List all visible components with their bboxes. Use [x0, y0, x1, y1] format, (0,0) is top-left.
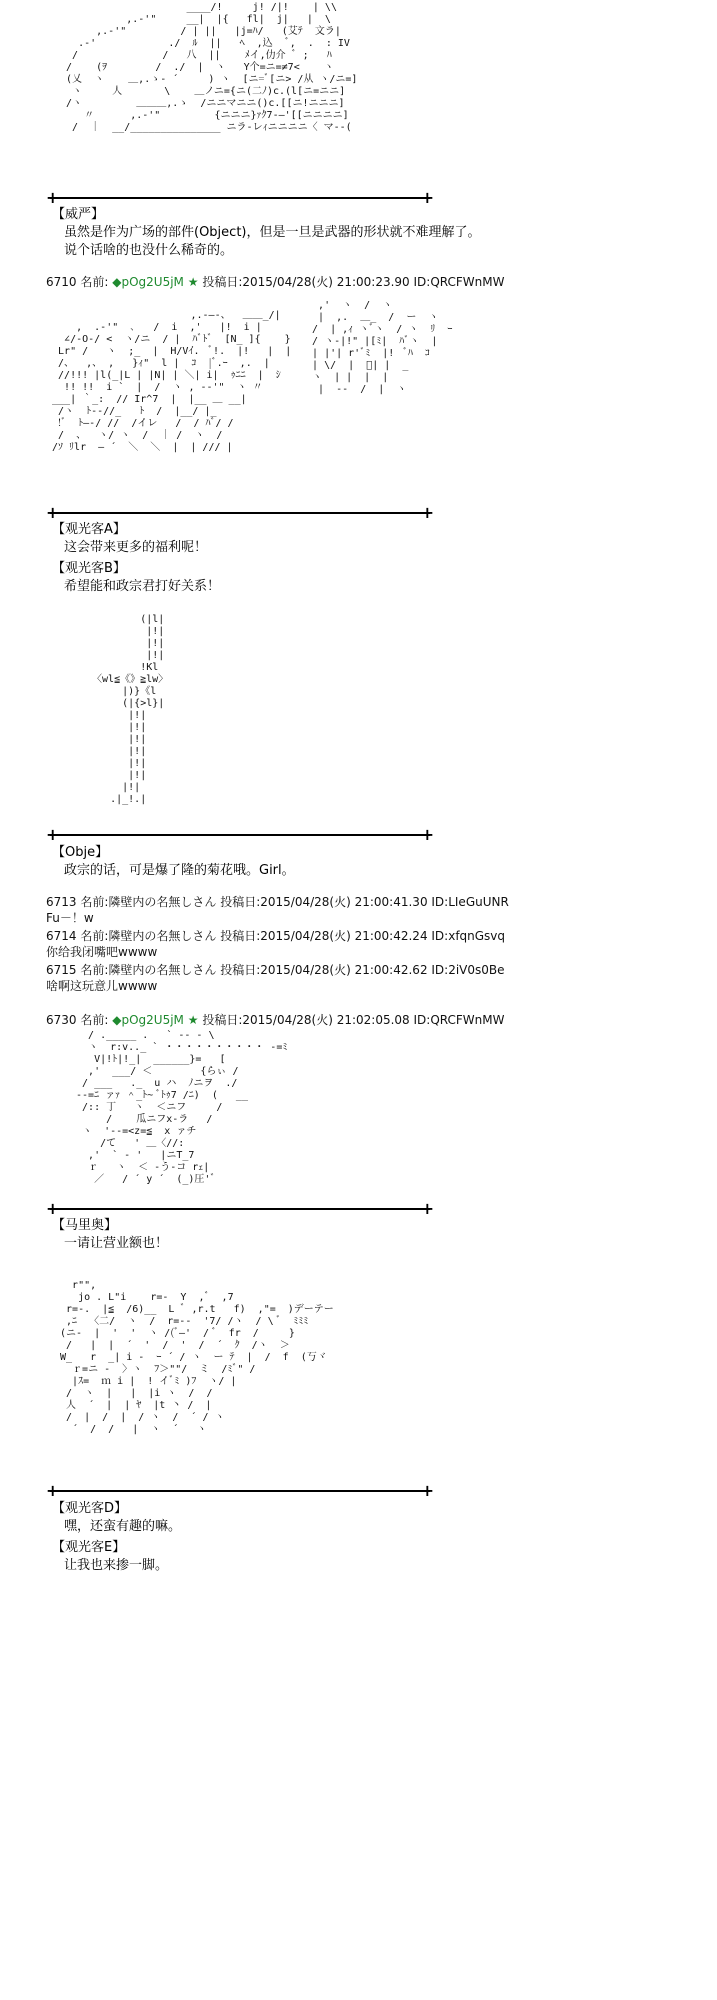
divider-line — [50, 834, 430, 836]
dialogue-line: 虽然是作为广场的部件(Object)，但是一旦是武器的形状就不难理解了。 — [64, 225, 481, 240]
ascii-art-mario: / ._____ . ` -- ‐ \ ヽ r:v.._ ` ・・・・・・・・・・ -=ﾐ V|!ﾄ|!_| ______}= [ ,' ___/ ＜ {らぃ / / ___ ._ u ハ ﾉニヲ ./ ‐‐=ﾆ ァｧ ＾_ﾄ~ ﾞﾄｩ7 /ﾆ) ( __ /:: 丁 ヽ ＜ニフ / / 瓜ニフx-ラ / ヽ '--=<z=≦ x ァチ /て ' ＿〈//: ,' ` ‐ ' |ニT_7 ｒ ヽ ＜ ‐う-コ rｪ| ／ / ´ y ´ (_)圧'ﾞ — [76, 1030, 288, 1185]
speaker-label: 【观光客A】 — [52, 522, 126, 537]
post-date-id: 投稿日:2015/04/28(火) 21:00:23.90 ID:QRCFWnMW — [202, 275, 505, 289]
name-label: 名前: — [80, 1013, 109, 1027]
speaker-label: 【Obje】 — [52, 845, 109, 860]
dialogue-line: 说个话啥的也没什么稀奇的。 — [64, 243, 234, 258]
ascii-art-1: ____/! j! /|! | \\ ,.-'" __| |{ fl| j| | \ ,.-'" / | || |j=ﾊ/ (艾ﾃ 文ラ| .-' ./ ﾙ || ﾍ ,込 ﾞ, . : IV / / 八 || ﾒイ,仂介 ﾞ ; ﾊ / (ｦ / ./ | ヽ Y个=ニ=≠7< ヽ (乂 ヽ ＿,.ゝ‐ ´ ) ヽ [ニ=ﾞ[ニ> /从 ヽ/ニ=] ヽ 人 \ ＿ノニ={ニ(二ﾉ)c.(l[ニ=ニニ] /ヽ ＿＿＿,.ゝ /ニニマニニ()c.[[ニ!ニニニ] 〃 ,.-'" {ニニニ}ｧｸ7-―'[[ニニニニ] / ｜ __/_______________ ニラ-レｨニニニニ〈 マ-‐( — [66, 2, 358, 133]
dialogue-line: 希望能和政宗君打好关系！ — [64, 579, 221, 594]
post-header-6710 — [46, 274, 504, 290]
speaker-label: 【观光客E】 — [52, 1540, 126, 1555]
tripcode: ◆pOg2U5jM ★ — [112, 275, 199, 289]
ascii-art-2: ,.-―-、 ＿＿_/| , .-'" ､ / i ,' |! i | ∠/-O-/ < ヽ/ニ / | ﾊﾞﾄﾞ [N_ ]{ } Lr" / ヽ ;_ | H/Vｲ. ﾞ!. |! | | /、 ,、 , }ｨ" l | ｺ |ﾞ.ｰ ,. | //!!! |l(_|L | |N| | ＼| i| ｩﾆﾆ | ｼ !! !! i ` | / ヽ , -‐'" ヽ 〃 ___| ｀_: // Ir^7 | |__ ＿ __| /ヽ ﾄ-‐//_ ﾄ / |__/ |_ !ﾞ ﾄ―-/ // /イレ / / ﾊﾞ/ / / 、 ヽ/ ヽ / ｜ / ヽ / /ｿ ﾘlr ― ´ ＼ ＼ | | /// | — [52, 310, 292, 453]
name-label: 名前: — [80, 275, 109, 289]
reply-text: 你给我闭嘴吧wwww — [46, 945, 158, 959]
dialogue-line: 一请让营业额也！ — [64, 1236, 169, 1251]
post-date-id: 投稿日:2015/04/28(火) 21:02:05.08 ID:QRCFWnMW — [202, 1013, 505, 1027]
reply-header-6714: 6714 名前:隣壁内の名無しさん 投稿日:2015/04/28(火) 21:00:42.24 ID:xfqnGsvq — [46, 929, 506, 943]
post-header-6730 — [46, 1012, 504, 1028]
divider-line — [50, 512, 430, 514]
post-number: 6730 — [46, 1013, 77, 1027]
ascii-art-sword: (|l| |!| |!| |!| !Kl 〈wl≦《》≧lw〉 |)}《l (|{>l}| |!| |!| |!| |!| |!| |!| |!| .|_!.| — [92, 614, 169, 805]
ascii-art-crowd: r"", jo . L"i r=- Y ,ﾞ ,7 r=-. |≦ /6)__ L ﾞ ,r.t f) ,"= )デーテー ,ﾆ 〈二/ ヽ / r=-- '7/ /ヽ / \ ﾞ ﾐﾐﾐ (ニ- | ' ' ヽ /(ﾞ―' / ﾞ fr / } / | | ´ ' / ' / ´ ｸ /ヽ ＞ W_ r _| i ‐ ｰ ´ / ヽ ー ﾃ | / f (丂ヾ ｒ=ニ ‐ 〉ヽ ﾌ＞""/ ミ /ﾐﾞ" / |ｽ= ｍ i | ! イﾞﾐ )ﾌ ヽ/ | / ヽ | | |i ヽ / / 人 ´ | | ﾔ |t 丶 / | / | / | / ヽ / ´ / ヽ ´ / / | ヽ ´ ヽ — [60, 1280, 334, 1435]
post-number: 6710 — [46, 275, 77, 289]
tripcode: ◆pOg2U5jM ★ — [112, 1013, 199, 1027]
divider-line — [50, 1490, 430, 1492]
reply-header-6713: 6713 名前:隣壁内の名無しさん 投稿日:2015/04/28(火) 21:00:41.30 ID:LIeGuUNR — [46, 895, 509, 909]
divider-line — [50, 1208, 430, 1210]
reply-text: Fu－！w — [46, 911, 94, 925]
speaker-label: 【威严】 — [52, 207, 105, 222]
dialogue-line: 让我也来掺一脚。 — [64, 1558, 169, 1573]
speaker-label: 【观光客D】 — [52, 1501, 128, 1516]
reply-text: 啥啊这玩意儿wwww — [46, 979, 158, 993]
dialogue-line: 这会带来更多的福利呢！ — [64, 540, 208, 555]
ascii-art-3: ,' ヽ / ヽ | ,. ＿_ / ー ヽ / | ,ｨ ヽﾞヽ / ヽ ﾘ ｰ / ヽ-|!" |[ﾐ| ﾊﾞヽ | | |'| r'ﾞﾐ |! ﾞﾊ ｺ | \/ | ﾞ| | _ ヽ | | | | | -‐ / | ヽ — [312, 300, 453, 395]
divider-line — [50, 197, 430, 199]
speaker-label: 【观光客B】 — [52, 561, 126, 576]
speaker-label: 【马里奥】 — [52, 1218, 118, 1233]
dialogue-line: 政宗的话，可是爆了隆的菊花哦。Girl。 — [64, 863, 295, 878]
dialogue-line: 嘿，还蛮有趣的嘛。 — [64, 1519, 182, 1534]
reply-header-6715: 6715 名前:隣壁内の名無しさん 投稿日:2015/04/28(火) 21:00:42.62 ID:2iV0s0Be — [46, 963, 505, 977]
